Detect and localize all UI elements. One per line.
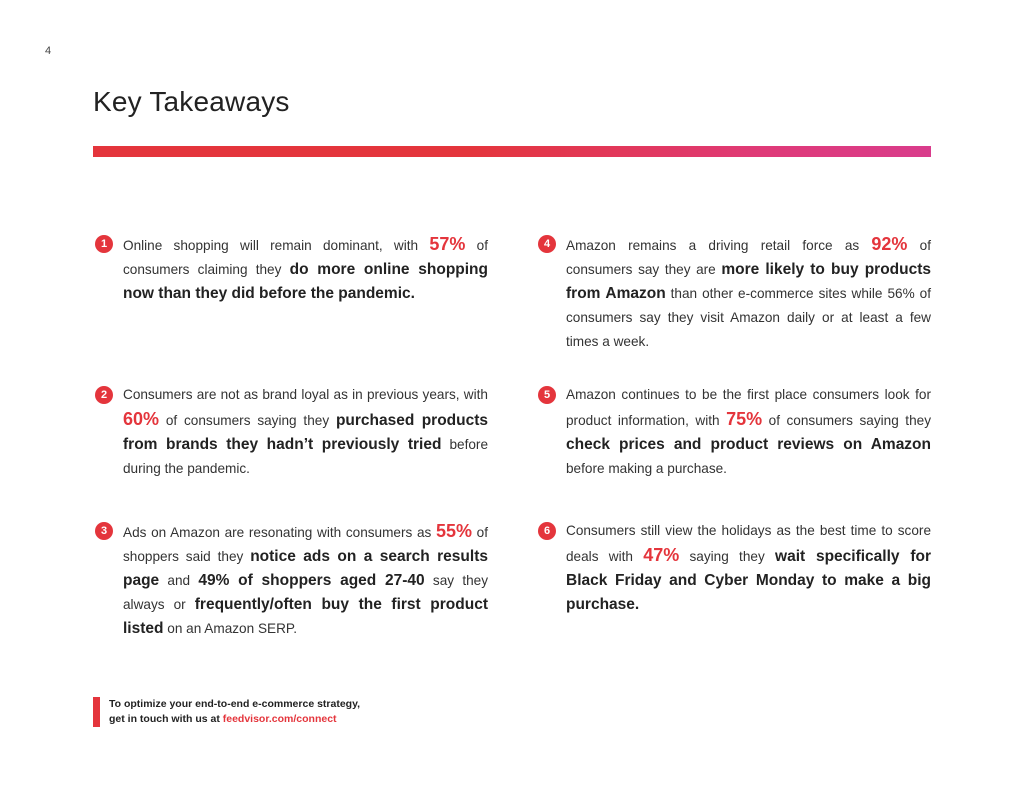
takeaway-text: Consumers are not as brand loyal as in previous years, with 60% of consumers saying they purchased products from brands they hadn’t previously tried before during the pandemic.: [123, 387, 488, 476]
stat-highlight: 55%: [435, 521, 472, 541]
stat-highlight: 57%: [429, 234, 466, 254]
footer-accent-bar: [93, 697, 100, 727]
number-badge: 2: [95, 386, 113, 404]
takeaway-text: Consumers still view the holidays as the best time to score deals with 47% saying they wait specifically for Black Friday and Cyber Monday to make a big purchase.: [566, 523, 931, 613]
takeaway-4: [543, 232, 931, 354]
takeaway-text: Online shopping will remain dominant, with 57% of consumers claiming they do more online shopping now than they did before the pandemic.: [123, 234, 488, 302]
takeaway-text: Amazon continues to be the first place consumers look for product information, with 75% of consumers saying they check prices and product reviews on Amazon before making a purchase.: [566, 387, 931, 476]
stat-highlight: 75%: [726, 409, 763, 429]
takeaway-3: [100, 519, 489, 641]
number-badge: 5: [538, 386, 556, 404]
takeaway-2: [100, 383, 488, 481]
takeaway-5: [543, 383, 931, 481]
number-badge: 3: [95, 522, 113, 540]
number-badge: 6: [538, 522, 556, 540]
stat-highlight: 47%: [643, 545, 680, 565]
takeaway-text: Ads on Amazon are resonating with consumers as 55% of shoppers said they notice ads on a search results page and 49% of shoppers aged 27-40 say they always or frequently/often buy the first product listed on an Amazon SERP.: [123, 521, 489, 637]
number-badge: 1: [95, 235, 113, 253]
page-number: 4: [45, 45, 52, 57]
takeaway-6: [543, 519, 931, 617]
stat-highlight: 60%: [123, 409, 160, 429]
number-badge: 4: [538, 235, 556, 253]
takeaway-1: [100, 232, 488, 306]
footer-text: To optimize your end-to-end e-commerce strategy, get in touch with us at feedvisor.com/connect: [109, 698, 361, 725]
connect-link[interactable]: feedvisor.com/connect: [222, 713, 337, 725]
stat-highlight: 92%: [871, 234, 908, 254]
gradient-divider: [93, 146, 931, 157]
page-title: Key Takeaways: [93, 86, 290, 117]
takeaway-text: Amazon remains a driving retail force as 92% of consumers say they are more likely to buy products from Amazon than other e-commerce sites while 56% of consumers say they visit Amazon daily or at least a few times a week.: [566, 234, 931, 349]
